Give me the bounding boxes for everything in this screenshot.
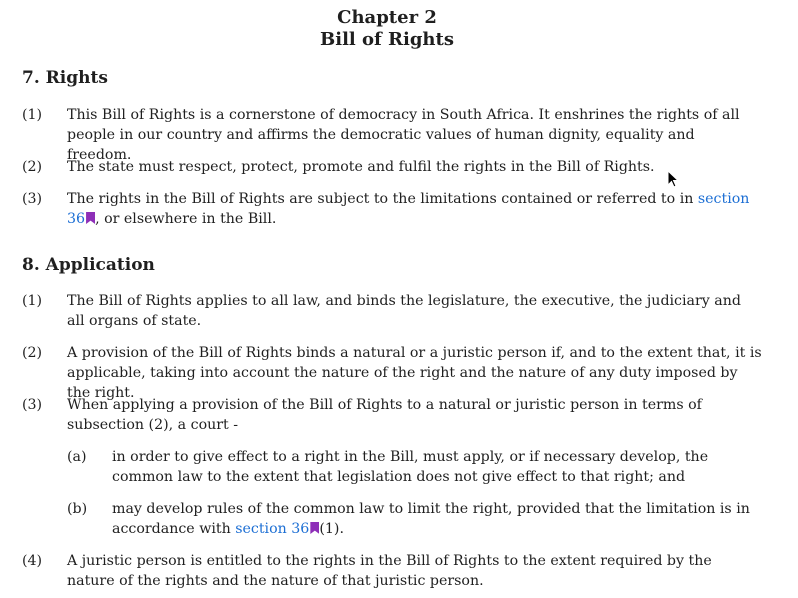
section-8-paragraph-2 bbox=[22, 343, 762, 403]
paragraph-number: (1) bbox=[22, 107, 43, 123]
text-before-link: may develop rules of the common law to limit the right, provided that the limitation is in accordance with bbox=[112, 501, 750, 537]
chapter-title: Bill of Rights bbox=[320, 29, 454, 50]
paragraph-text: This Bill of Rights is a cornerstone of democracy in South Africa. It enshrines the rights of all people in our country and affirms the democratic values of human dignity, equality and freedom. bbox=[67, 107, 740, 163]
paragraph-number: (2) bbox=[22, 345, 43, 361]
paragraph-number: (3) bbox=[22, 191, 43, 207]
paragraph-text: The Bill of Rights applies to all law, and binds the legislature, the executive, the judiciary and all organs of state. bbox=[67, 293, 741, 329]
paragraph-number: (2) bbox=[22, 159, 43, 175]
paragraph-number: (4) bbox=[22, 553, 43, 569]
mouse-pointer-icon bbox=[667, 170, 679, 188]
paragraph-text: A provision of the Bill of Rights binds a natural or a juristic person if, and to the extent that, it is applicable, taking into account the nature of the right and the nature of any duty imposed by the right. bbox=[67, 345, 762, 401]
paragraph-number: (3) bbox=[22, 397, 43, 413]
section-8-paragraph-1 bbox=[22, 291, 762, 331]
chapter-header bbox=[0, 7, 774, 51]
text-after-link: (1). bbox=[319, 521, 344, 537]
subitem-label: (b) bbox=[67, 501, 88, 517]
paragraph-text: A juristic person is entitled to the rights in the Bill of Rights to the extent required by the nature of the rights and the nature of that juristic person. bbox=[67, 553, 712, 589]
section-heading-7: 7. Rights bbox=[22, 68, 108, 88]
section-36-link[interactable]: section 36 bbox=[67, 191, 750, 227]
section-7-paragraph-3 bbox=[22, 189, 762, 229]
text-before-link: The rights in the Bill of Rights are subject to the limitations contained or referred to in bbox=[67, 191, 698, 207]
paragraph-number: (1) bbox=[22, 293, 43, 309]
paragraph-text: When applying a provision of the Bill of Rights to a natural or juristic person in terms of subsection (2), a court - bbox=[67, 397, 702, 433]
text-after-link: , or elsewhere in the Bill. bbox=[95, 211, 277, 227]
section-heading-8: 8. Application bbox=[22, 255, 155, 275]
section-7-paragraph-2 bbox=[22, 157, 762, 177]
bookmark-icon[interactable] bbox=[86, 212, 95, 224]
section-8-paragraph-4 bbox=[22, 551, 762, 591]
bookmark-icon[interactable] bbox=[310, 522, 319, 534]
section-8-paragraph-3-item-b bbox=[67, 499, 757, 539]
subitem-text bbox=[112, 499, 757, 539]
subitem-text: in order to give effect to a right in the Bill, must apply, or if necessary develop, the common law to the extent that legislation does not give effect to that right; and bbox=[112, 449, 709, 485]
subitem-label: (a) bbox=[67, 449, 87, 465]
section-7-paragraph-1 bbox=[22, 105, 762, 165]
section-36-link[interactable]: section 36 bbox=[235, 521, 310, 537]
section-8-paragraph-3 bbox=[22, 395, 762, 435]
section-8-paragraph-3-item-a bbox=[67, 447, 757, 487]
chapter-number: Chapter 2 bbox=[337, 7, 437, 28]
paragraph-text: The state must respect, protect, promote and fulfil the rights in the Bill of Rights. bbox=[67, 159, 655, 175]
paragraph-text bbox=[67, 189, 762, 229]
